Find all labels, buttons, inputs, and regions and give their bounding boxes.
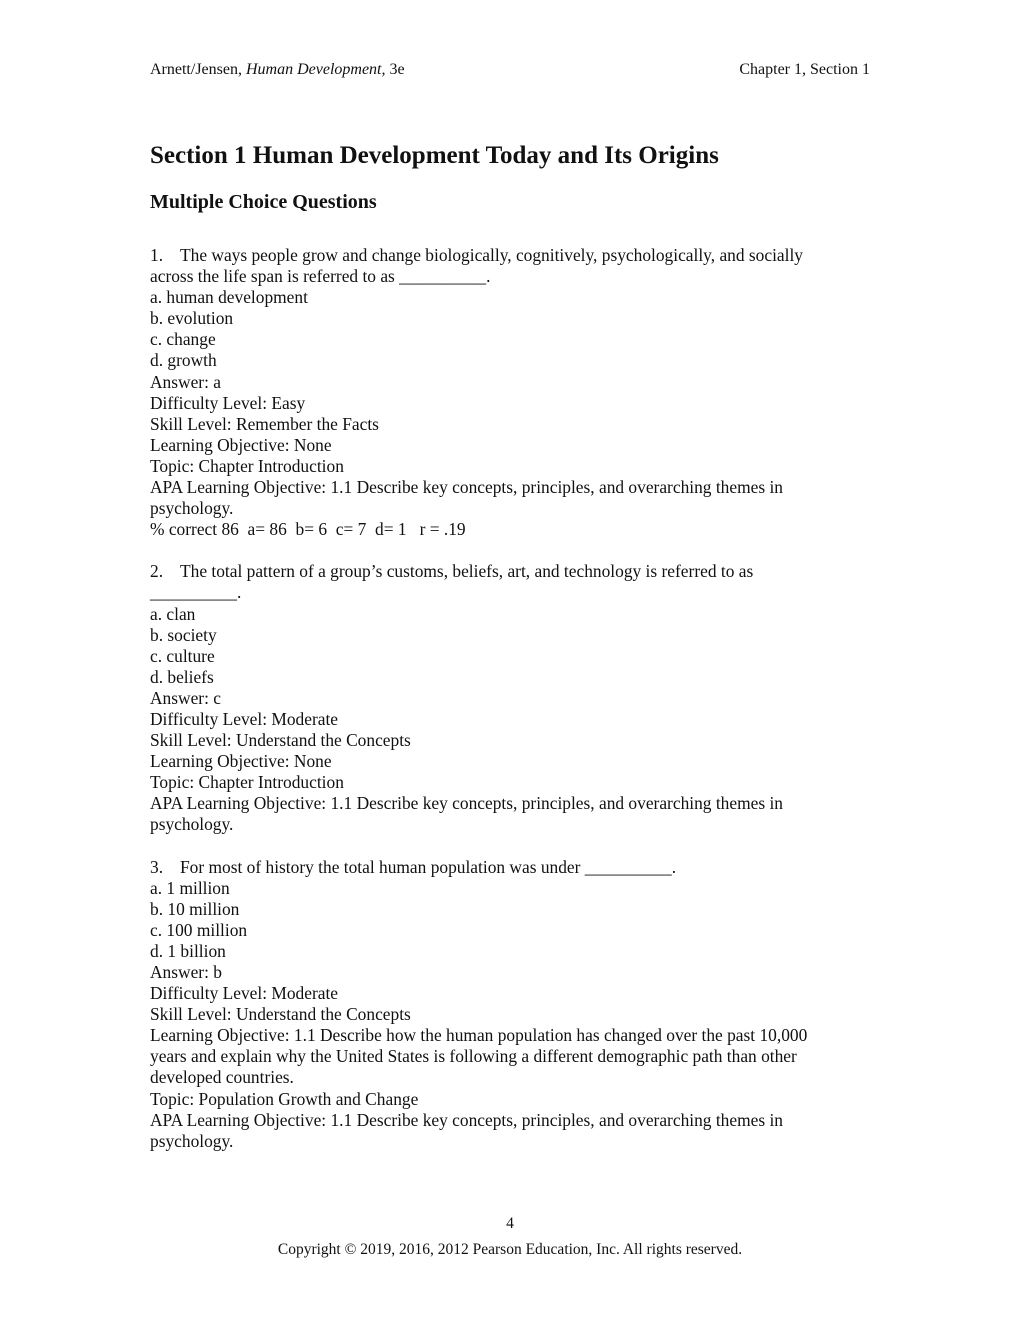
learning-objective-continued: developed countries. bbox=[150, 1067, 294, 1088]
option-c: c. change bbox=[150, 329, 216, 350]
question-stem bbox=[150, 857, 850, 878]
question-stem-text: The total pattern of a group’s customs, beliefs, art, and technology is referred to as bbox=[180, 561, 754, 582]
question-1 bbox=[150, 245, 850, 540]
apa-learning-objective-continued: psychology. bbox=[150, 498, 234, 519]
question-number: 3. bbox=[150, 856, 164, 877]
header-book-citation bbox=[150, 60, 405, 80]
page-number: 4 bbox=[506, 1215, 514, 1232]
difficulty-level: Difficulty Level: Easy bbox=[150, 392, 306, 413]
question-stem-text: The ways people grow and change biologically, cognitively, psychologically, and socially bbox=[180, 245, 803, 265]
question-stem-continued: across the life span is referred to as __________. bbox=[150, 266, 491, 287]
question-stem bbox=[150, 245, 850, 266]
apa-learning-objective-continued: psychology. bbox=[150, 814, 234, 835]
skill-level: Skill Level: Understand the Concepts bbox=[150, 730, 411, 751]
option-d: d. 1 billion bbox=[150, 940, 226, 961]
topic: Topic: Chapter Introduction bbox=[150, 772, 344, 793]
option-d: d. beliefs bbox=[150, 666, 214, 687]
option-a: a. 1 million bbox=[150, 877, 230, 898]
answer: Answer: c bbox=[150, 687, 221, 708]
topic: Topic: Population Growth and Change bbox=[150, 1088, 419, 1109]
subsection-title: Multiple Choice Questions bbox=[150, 191, 377, 213]
option-d: d. growth bbox=[150, 350, 217, 371]
question-number: 2. bbox=[150, 561, 164, 582]
question-number: 1. bbox=[150, 245, 164, 265]
question-stem-text: For most of history the total human population was under __________. bbox=[180, 856, 677, 877]
skill-level: Skill Level: Remember the Facts bbox=[150, 413, 379, 434]
difficulty-level: Difficulty Level: Moderate bbox=[150, 983, 339, 1004]
apa-learning-objective: APA Learning Objective: 1.1 Describe key concepts, principles, and overarching themes in bbox=[150, 477, 783, 498]
response-statistics: % correct 86 a= 86 b= 6 c= 7 d= 1 r = .19 bbox=[150, 519, 466, 540]
apa-learning-objective: APA Learning Objective: 1.1 Describe key concepts, principles, and overarching themes in bbox=[150, 1109, 783, 1130]
question-stem-continued: __________. bbox=[150, 582, 242, 603]
option-a: a. human development bbox=[150, 287, 308, 308]
learning-objective: Learning Objective: 1.1 Describe how the human population has changed over the past 10,000 bbox=[150, 1025, 808, 1046]
skill-level: Skill Level: Understand the Concepts bbox=[150, 1004, 411, 1025]
question-list bbox=[150, 245, 850, 1152]
option-b: b. evolution bbox=[150, 308, 234, 329]
page-content bbox=[150, 139, 850, 1152]
option-b: b. 10 million bbox=[150, 898, 240, 919]
answer: Answer: b bbox=[150, 962, 222, 982]
option-c: c. 100 million bbox=[150, 919, 248, 940]
header-authors: Arnett/Jensen, bbox=[150, 61, 246, 78]
learning-objective-continued: years and explain why the United States is following a different demographic path than other bbox=[150, 1046, 797, 1067]
topic: Topic: Chapter Introduction bbox=[150, 455, 344, 476]
difficulty-level: Difficulty Level: Moderate bbox=[150, 708, 339, 729]
learning-objective: Learning Objective: None bbox=[150, 434, 332, 455]
apa-learning-objective: APA Learning Objective: 1.1 Describe key concepts, principles, and overarching themes in bbox=[150, 793, 783, 814]
option-a: a. clan bbox=[150, 603, 196, 624]
copyright-notice: Copyright © 2019, 2016, 2012 Pearson Education, Inc. All rights reserved. bbox=[277, 1241, 743, 1258]
option-b: b. society bbox=[150, 624, 217, 645]
header-edition: 3e bbox=[385, 61, 405, 78]
header-book-title: Human Development, bbox=[245, 61, 386, 78]
learning-objective: Learning Objective: None bbox=[150, 751, 332, 772]
header-chapter-section: Chapter 1, Section 1 bbox=[739, 61, 870, 78]
apa-learning-objective-continued: psychology. bbox=[150, 1130, 234, 1151]
question-stem bbox=[150, 561, 850, 582]
question-3 bbox=[150, 857, 850, 1152]
question-2 bbox=[150, 561, 850, 835]
answer: Answer: a bbox=[150, 371, 221, 392]
option-c: c. culture bbox=[150, 645, 215, 666]
section-title: Section 1 Human Development Today and Its Origins bbox=[150, 142, 719, 169]
